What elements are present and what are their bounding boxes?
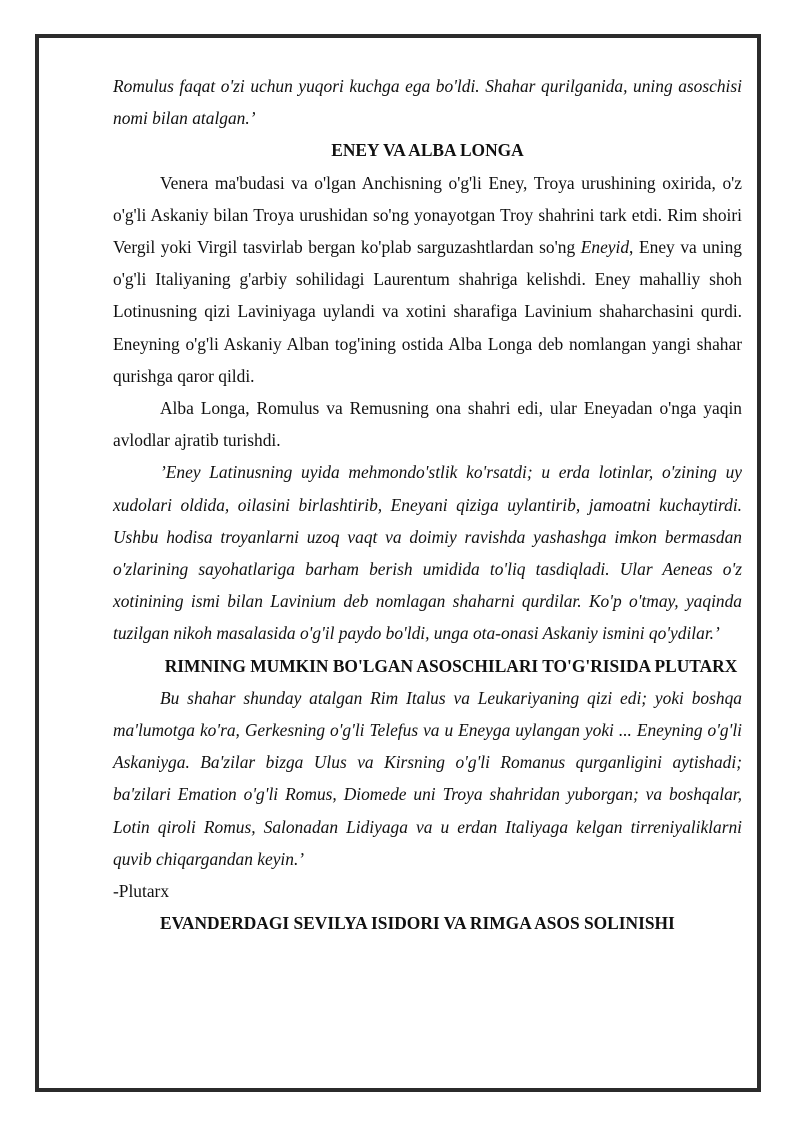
eneyid-title: Eneyid (580, 237, 630, 258)
heading-eney-alba-longa: ENEY VA ALBA LONGA (331, 140, 524, 161)
paragraph-plutarx-quote: Bu shahar shunday atalgan Rim Italus va Leukariyaning qizi edi; yoki boshqa ma'lumotga ko'ra, Gerkesning o'g'li Telefus va u Eneyga uylangan yoki ... Eneyning o'g'li Askaniyga. Ba'zilar bizga Ulus va Kirsning o'g'li Romanus qurganligini aytishadi; ba'zilari Emation o'g'li Romus, Diomede uni Troya shahridan yuborgan; va boshqalar, Lotin qiroli Romus, Salonadan Lidiyaga va u erdan Italiyaga kelgan tirreniyaliklarni quvib chiqargandan keyin.’ (113, 687, 742, 869)
paragraph-eney-part1: Venera ma'budasi va o'lgan Anchisning o'g'li Eney, Troya urushining oxirida, o'z o'g'li Askaniy bilan Troya urushidan so'ng yonayotgan Troy shahrini tark etdi. Rim shoiri Vergil yoki Virgil tasvirlab bergan ko'plab sarguzashtlardan so'ng (113, 172, 742, 258)
paragraph-latinus-quote: ’Eney Latinusning uyida mehmondo'stlik ko'rsatdi; u erda lotinlar, o'zining uy xudolari oldida, oilasini birlashtirib, Eneyani qiziga uylantirib, jamoatni kuchaytirdi. Ushbu hodisa troyanlarni uzoq vaqt va doimiy ravishda yashashga imkon bermasdan o'zlarining sayohatlariga barham berish umidida to'liq tasdiqladi. Ular Aeneas o'z xotinining ismi bilan Lavinium deb nomlagan shaharni qurdilar. Ko'p o'tmay, yaqinda tuzilgan nikoh masalasida o'g'il paydo bo'ldi, unga ota-onasi Askaniy ismini qo'ydilar.’ (113, 462, 742, 644)
paragraph-alba-longa: Alba Longa, Romulus va Remusning ona shahri edi, ular Eneyadan o'nga yaqin avlodlar ajratib turishdi. (113, 398, 742, 451)
heading-rim-asoschilari: RIMNING MUMKIN BO'LGAN ASOSCHILARI TO'G'RISIDA PLUTARX (164, 655, 738, 676)
paragraph-romulus-quote: Romulus faqat o'zi uchun yuqori kuchga ega bo'ldi. Shahar qurilganida, uning asoschisi nomi bilan atalgan.’ (113, 76, 742, 129)
plutarx-signature: -Plutarx (113, 881, 170, 902)
paragraph-eney-part2: , Eney va uning o'g'li Italiyaning g'arbiy sohilidagi Laurentum shahriga kelishdi. Eney mahalliy shoh Lotinusning qizi Laviniyaga uylandi va xotini sharafiga Lavinium shaharchasini qurdi. Eneyning o'g'li Askaniy Alban tog'ining ostida Alba Longa deb nomlangan yangi shahar qurishga qaror qildi. (113, 237, 742, 386)
heading-evander: EVANDERDAGI SEVILYA ISIDORI VA RIMGA ASOS SOLINISHI (160, 913, 675, 934)
document-body (113, 70, 742, 939)
paragraph-eney (113, 167, 742, 392)
